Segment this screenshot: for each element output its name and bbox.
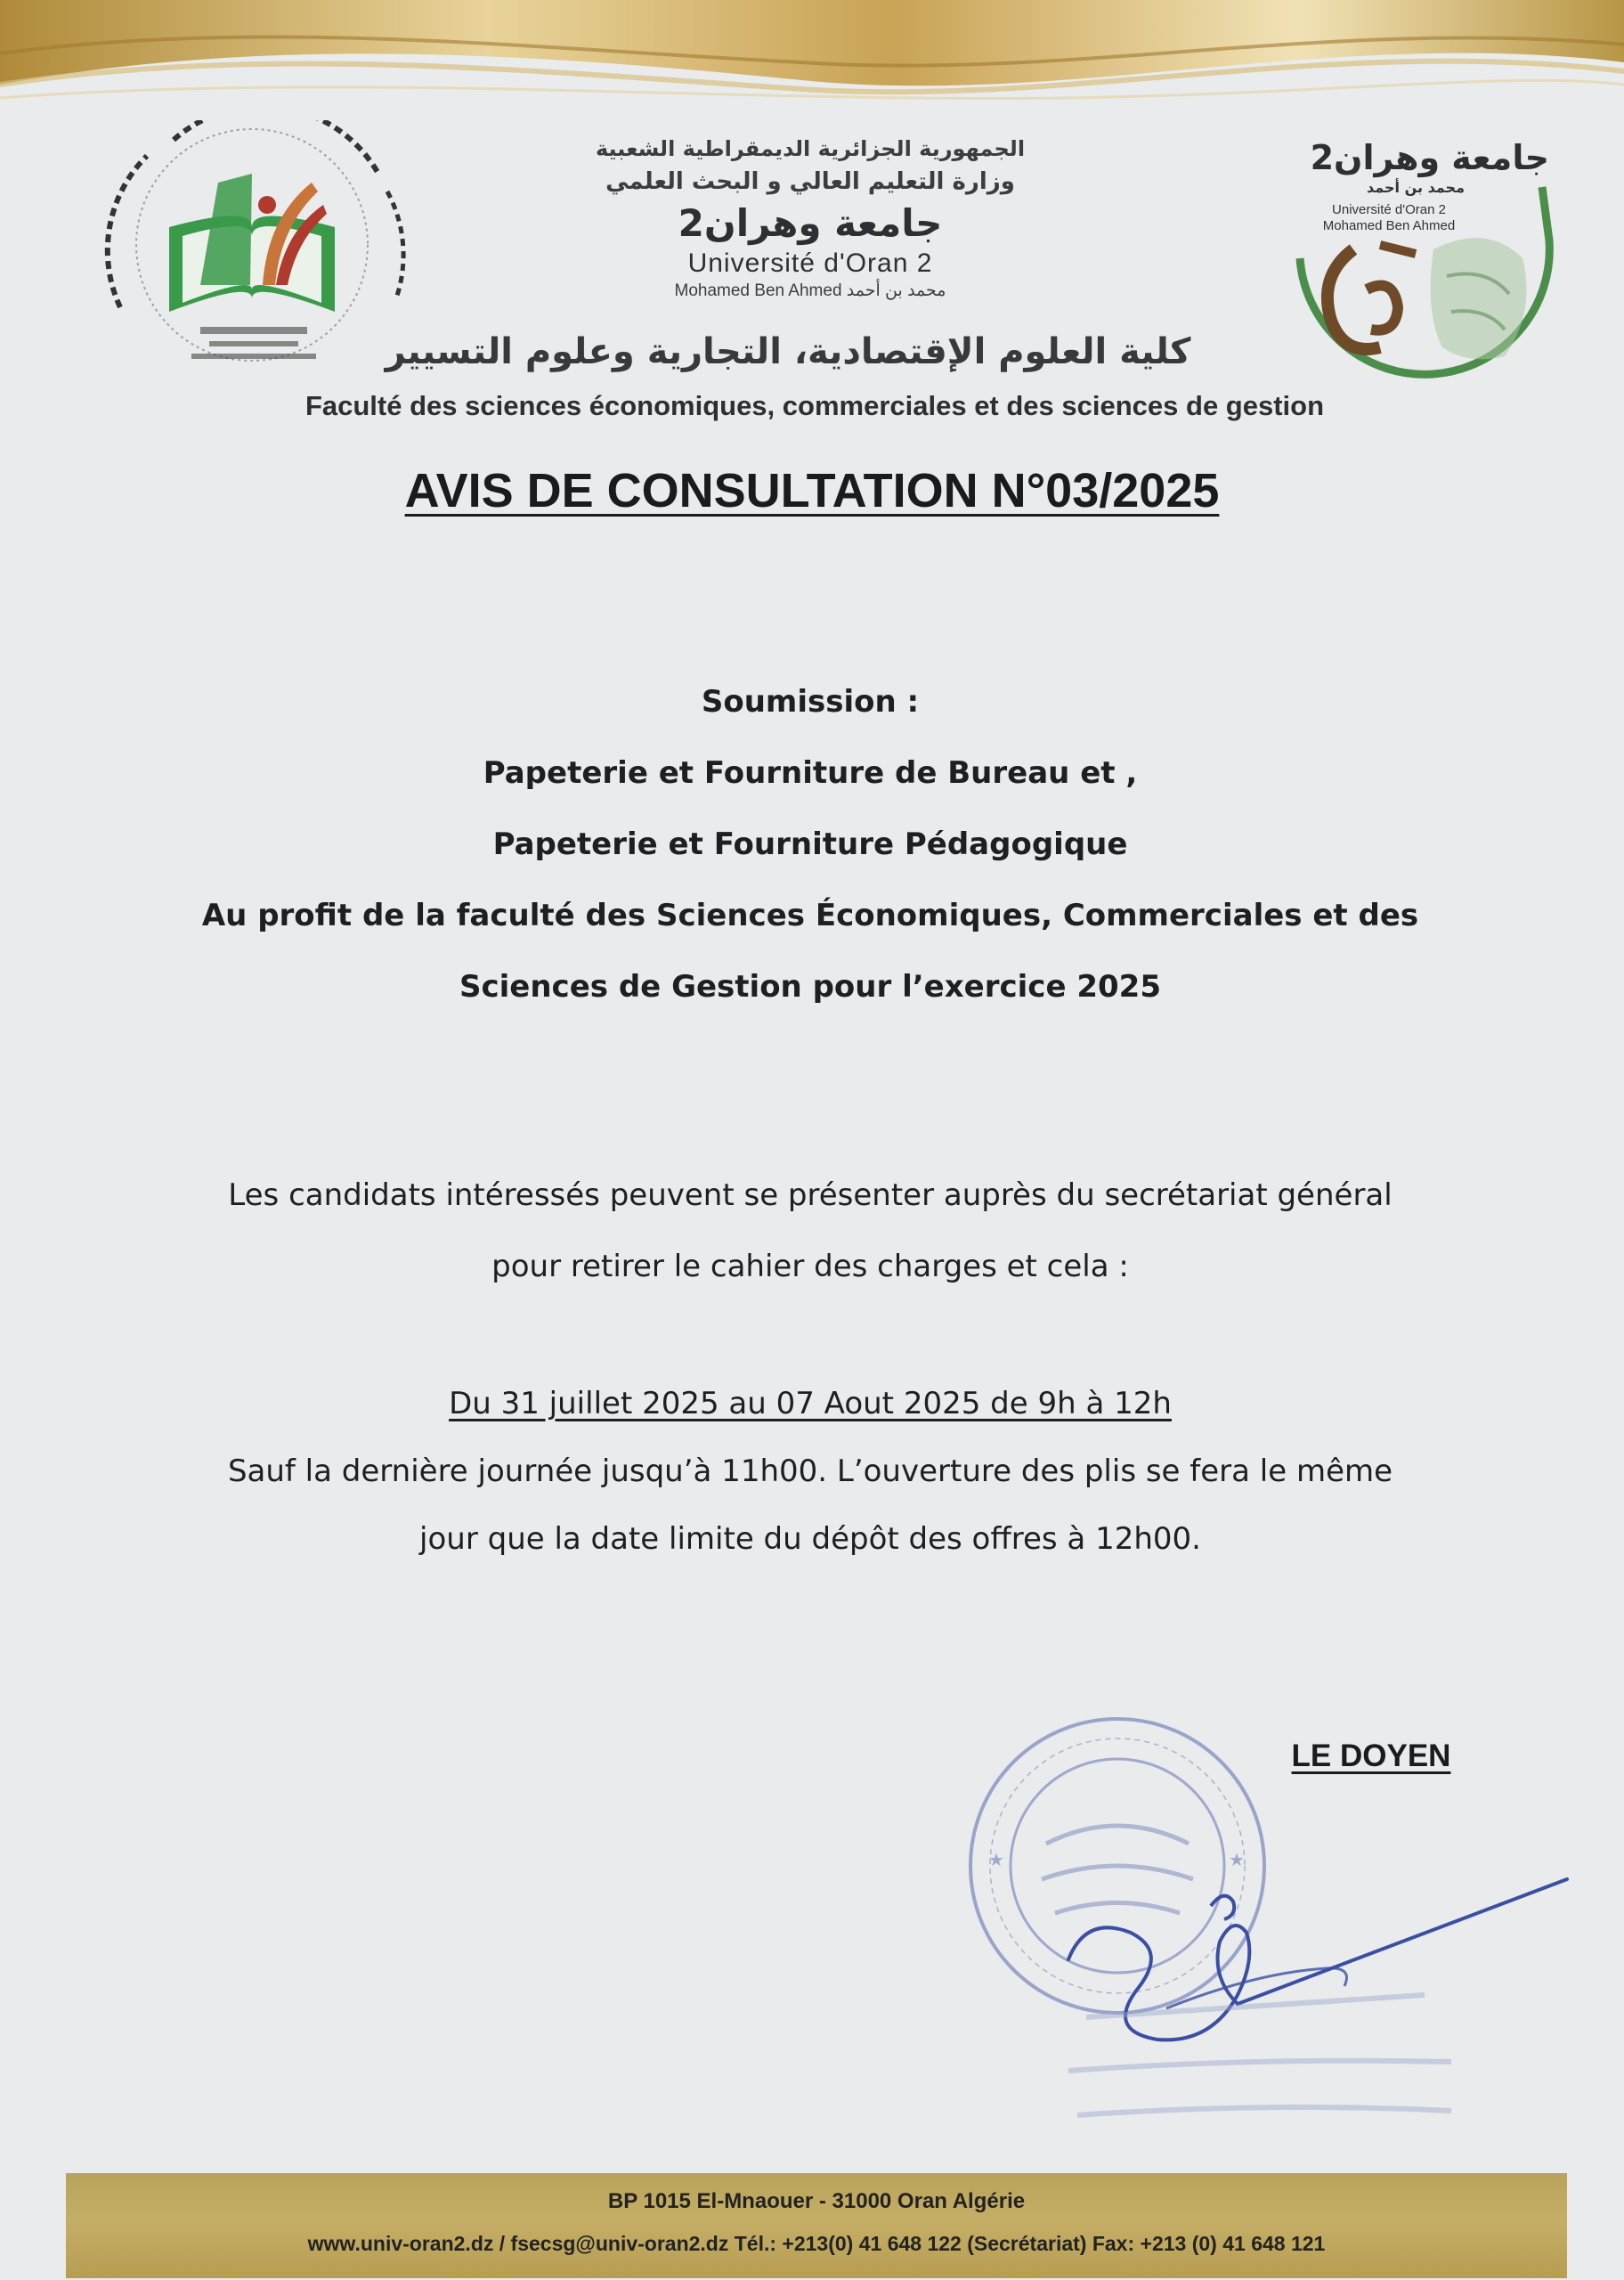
university-subname-french: Mohamed Ben Ahmed	[674, 281, 842, 300]
submission-block	[142, 666, 1478, 1022]
university-name-french: Université d'Oran 2	[687, 248, 933, 278]
schedule-note-1: Sauf la dernière journée jusqu’à 11h00. L’ouverture des plis se fera le même	[227, 1454, 1393, 1489]
schedule-dates: Du 31 juillet 2025 au 07 Aout 2025 de 9h à 12h	[449, 1386, 1172, 1421]
faculty-name-arabic: كلية العلوم الإقتصادية، التجارية وعلوم التسيير	[385, 331, 1191, 372]
schedule-block	[142, 1370, 1478, 1573]
svg-text:★: ★	[1229, 1849, 1245, 1870]
dean-title: LE DOYEN	[1291, 1738, 1451, 1773]
footer-contact: www.univ-oran2.dz / fsecsg@univ-oran2.dz Tél.: +213(0) 41 648 122 (Secrétariat) Fax: +213 (0) 41 648 121	[307, 2232, 1326, 2255]
university-emblem-icon	[1282, 134, 1567, 414]
faculty-name-french: Faculté des sciences économiques, commerciales et des sciences de gestion	[304, 390, 1325, 421]
notice-title-text: AVIS DE CONSULTATION N°03/2025	[404, 464, 1220, 517]
candidates-line-1: Les candidats intéressés peuvent se présenter auprès du secrétariat général	[228, 1177, 1393, 1213]
handwritten-signature	[1033, 1861, 1585, 2155]
svg-text:★: ★	[988, 1849, 1004, 1870]
republic-name-arabic: الجمهورية الجزائرية الديمقراطية الشعبية	[595, 136, 1026, 161]
submission-label: Soumission :	[701, 684, 920, 720]
submission-line-3: Au profit de la faculté des Sciences Économiques, Commerciales et des	[201, 898, 1419, 933]
institution-header	[463, 134, 1157, 303]
footer-bar	[66, 2173, 1567, 2278]
submission-line-2: Papeterie et Fourniture Pédagogique	[492, 826, 1128, 862]
submission-line-4: Sciences de Gestion pour l’exercice 2025	[459, 969, 1161, 1005]
emblem-arabic-name: جامعة وهران2	[1310, 138, 1549, 177]
candidates-line-2: pour retirer le cahier des charges et cela :	[491, 1249, 1129, 1284]
candidates-block	[142, 1160, 1478, 1302]
emblem-french-name: Université d'Oran 2	[1332, 202, 1446, 217]
gold-header-banner	[0, 0, 1624, 134]
emblem-french-sub: Mohamed Ben Ahmed	[1322, 218, 1456, 233]
university-name-arabic: جامعة وهران2	[678, 201, 943, 245]
emblem-arabic-sub: محمد بن أحمد	[1367, 179, 1465, 196]
university-subname-arabic: محمد بن أحمد	[846, 281, 946, 300]
ministry-name-arabic: وزارة التعليم العالي و البحث العلمي	[605, 168, 1015, 195]
schedule-note-2: jour que la date limite du dépôt des offres à 12h00.	[419, 1521, 1201, 1557]
notice-title	[278, 463, 1346, 518]
university-subname	[463, 280, 1157, 303]
submission-line-1: Papeterie et Fourniture de Bureau et ,	[483, 755, 1138, 791]
footer-address: BP 1015 El-Mnaouer - 31000 Oran Algérie	[607, 2189, 1026, 2213]
